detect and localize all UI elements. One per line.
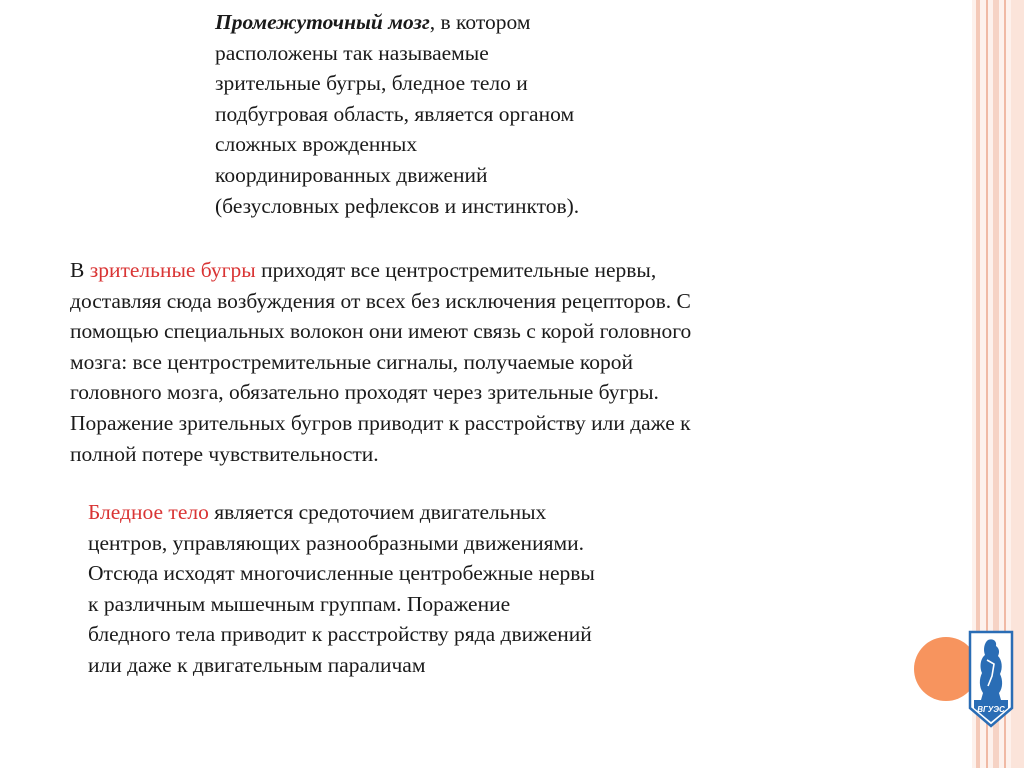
logo-text: ВГУЭС bbox=[977, 705, 1005, 714]
text-line bbox=[70, 255, 691, 286]
term-diencephalon: Промежуточный мозг bbox=[215, 10, 430, 34]
text-line: координированных движений bbox=[215, 162, 488, 187]
text-line: доставляя сюда возбуждения от всех без исключения рецепторов. С bbox=[70, 288, 691, 313]
text-line: полной потере чувствительности. bbox=[70, 441, 379, 466]
term-pallidum: Бледное тело bbox=[88, 500, 209, 524]
text-line: головного мозга, обязательно проходят через зрительные бугры. bbox=[70, 380, 659, 405]
text-line: сложных врожденных bbox=[215, 132, 418, 157]
text-line: (безусловных рефлексов и инстинктов). bbox=[215, 193, 580, 218]
text-line bbox=[215, 7, 579, 38]
vguzs-statue-logo-icon bbox=[966, 630, 1016, 730]
text-fragment: В bbox=[70, 258, 90, 282]
term-thalamus: зрительные бугры bbox=[89, 258, 256, 282]
text-line: мозга: все центростремительные сигналы, получаемые корой bbox=[70, 349, 633, 374]
text-fragment: приходят все центростремительные нервы, bbox=[255, 258, 657, 282]
text-fragment: является средоточием двигательных bbox=[208, 500, 547, 524]
text-line: расположены так называемые bbox=[215, 40, 489, 65]
text-line bbox=[88, 497, 595, 528]
text-line: или даже к двигательным параличам bbox=[88, 652, 426, 677]
text-fragment: , в котором bbox=[429, 10, 531, 34]
text-line: центров, управляющих разнообразными движениями. bbox=[88, 530, 584, 555]
text-line: к различным мышечным группам. Поражение bbox=[88, 591, 511, 616]
text-line: Поражение зрительных бугров приводит к расстройству или даже к bbox=[70, 410, 691, 435]
paragraph-thalamus bbox=[70, 255, 691, 469]
text-line: подбугровая область, является органом bbox=[215, 101, 575, 126]
paragraph-pallidum bbox=[88, 497, 595, 681]
text-line: бледного тела приводит к расстройству ряда движений bbox=[88, 622, 592, 647]
text-line: Отсюда исходят многочисленные центробежные нервы bbox=[88, 561, 595, 586]
text-line: зрительные бугры, бледное тело и bbox=[215, 71, 528, 96]
text-line: помощью специальных волокон они имеют связь с корой головного bbox=[70, 319, 692, 344]
paragraph-diencephalon bbox=[215, 7, 579, 221]
